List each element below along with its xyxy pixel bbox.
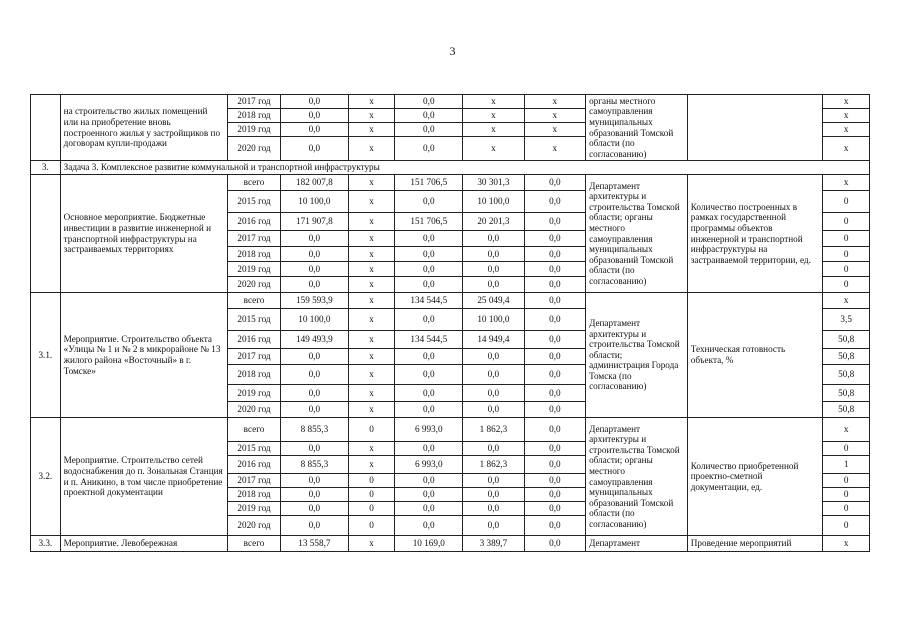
cell-indicator-value: x (823, 109, 870, 123)
cell-v1: 149 493,9 (280, 331, 348, 349)
row-number: 3.3. (31, 536, 61, 552)
cell-v4: 0,0 (463, 474, 524, 488)
cell-indicator-value: x (823, 137, 870, 161)
cell-v5: x (524, 109, 585, 123)
cell-v5: 0,0 (524, 247, 585, 262)
cell-v1: 0,0 (280, 385, 348, 402)
row-number (31, 95, 61, 161)
cell-v1: 0,0 (280, 474, 348, 488)
cell-v4: 14 949,4 (463, 331, 524, 349)
cell-v2: 0 (348, 488, 395, 502)
cell-v4: 30 301,3 (463, 175, 524, 191)
cell-v3: 10 169,0 (395, 536, 463, 552)
cell-v1: 8 855,3 (280, 418, 348, 442)
cell-v3: 0,0 (395, 474, 463, 488)
cell-v2: x (348, 331, 395, 349)
table-row (31, 418, 870, 442)
task-number: 3. (31, 161, 61, 175)
cell-v4: 0,0 (463, 247, 524, 262)
cell-year: всего (228, 293, 281, 309)
cell-v1: 10 100,0 (280, 309, 348, 331)
cell-v4: 1 862,3 (463, 456, 524, 474)
cell-v4: x (463, 95, 524, 109)
cell-v2: x (348, 309, 395, 331)
cell-year: 2016 год (228, 213, 281, 231)
executor: органы местного самоуправления муниципальных образований Томской области (по согласованию) (586, 95, 688, 161)
cell-year: 2018 год (228, 109, 281, 123)
cell-v4: x (463, 137, 524, 161)
cell-indicator-value: 1 (823, 456, 870, 474)
cell-v5: 0,0 (524, 516, 585, 536)
indicator-name: Количество построенных в рамках государственной программы объектов инженерной и транспортной инфраструктуры на застраиваемой территории, ед. (687, 175, 823, 293)
cell-v2: x (348, 175, 395, 191)
cell-v5: 0,0 (524, 175, 585, 191)
cell-v1: 0,0 (280, 349, 348, 365)
cell-year: 2015 год (228, 191, 281, 213)
cell-v1: 0,0 (280, 402, 348, 418)
cell-year: 2018 год (228, 488, 281, 502)
cell-v1: 171 907,8 (280, 213, 348, 231)
cell-v3: 0,0 (395, 262, 463, 277)
cell-year: 2020 год (228, 277, 281, 293)
cell-year: 2016 год (228, 456, 281, 474)
cell-v5: 0,0 (524, 385, 585, 402)
cell-v5: 0,0 (524, 231, 585, 247)
cell-v5: 0,0 (524, 418, 585, 442)
cell-indicator-value: 0 (823, 277, 870, 293)
cell-v4: 20 201,3 (463, 213, 524, 231)
cell-v2: 0 (348, 418, 395, 442)
cell-indicator-value: 50,8 (823, 349, 870, 365)
indicator-name: Количество приобретенной проектно-сметной документации, ед. (687, 418, 823, 536)
cell-indicator-value: 0 (823, 442, 870, 456)
cell-indicator-value: 50,8 (823, 365, 870, 385)
cell-v2: x (348, 277, 395, 293)
cell-v3: 134 544,5 (395, 331, 463, 349)
activity-name: Мероприятие. Строительство сетей водоснабжения до п. Зональная Станция и п. Аникино, в том числе приобретение проектной документации (60, 418, 227, 536)
cell-indicator-value: 0 (823, 502, 870, 516)
cell-year: 2020 год (228, 137, 281, 161)
program-table (30, 94, 870, 552)
cell-v5: 0,0 (524, 213, 585, 231)
cell-v3: 0,0 (395, 488, 463, 502)
cell-year: 2019 год (228, 502, 281, 516)
cell-indicator-value: x (823, 418, 870, 442)
cell-year: 2019 год (228, 385, 281, 402)
cell-v5: x (524, 137, 585, 161)
cell-v4: 0,0 (463, 402, 524, 418)
cell-indicator-value: 0 (823, 488, 870, 502)
indicator-name: Техническая готовность объекта, % (687, 293, 823, 418)
cell-v3: 0,0 (395, 123, 463, 137)
task-row (31, 161, 870, 175)
activity-name: Мероприятие. Строительство объекта «Улицы № 1 и № 2 в микрорайоне № 13 жилого района «Восточный» в г. Томске» (60, 293, 227, 418)
cell-v2: x (348, 349, 395, 365)
cell-indicator-value: 50,8 (823, 402, 870, 418)
cell-v1: 0,0 (280, 231, 348, 247)
cell-v5: 0,0 (524, 474, 585, 488)
cell-v3: 0,0 (395, 95, 463, 109)
cell-v5: 0,0 (524, 442, 585, 456)
cell-v2: x (348, 213, 395, 231)
cell-v5: 0,0 (524, 365, 585, 385)
cell-v2: 0 (348, 474, 395, 488)
cell-v1: 0,0 (280, 365, 348, 385)
cell-v5: x (524, 95, 585, 109)
cell-indicator-value: x (823, 175, 870, 191)
cell-v3: 134 544,5 (395, 293, 463, 309)
cell-v3: 0,0 (395, 231, 463, 247)
indicator-name: Проведение мероприятий (687, 536, 823, 552)
cell-v4: 3 389,7 (463, 536, 524, 552)
cell-v4: 0,0 (463, 442, 524, 456)
cell-year: 2017 год (228, 349, 281, 365)
cell-v2: x (348, 231, 395, 247)
task-title: Задача 3. Комплексное развитие коммунальной и транспортной инфраструктуры (60, 161, 869, 175)
row-number: 3.2. (31, 418, 61, 536)
cell-v1: 0,0 (280, 442, 348, 456)
cell-indicator-value: 0 (823, 262, 870, 277)
cell-v2: x (348, 293, 395, 309)
cell-v4: 0,0 (463, 488, 524, 502)
cell-v3: 0,0 (395, 502, 463, 516)
cell-v5: 0,0 (524, 349, 585, 365)
cell-v3: 0,0 (395, 277, 463, 293)
cell-year: 2017 год (228, 231, 281, 247)
cell-v4: 1 862,3 (463, 418, 524, 442)
cell-v1: 13 558,7 (280, 536, 348, 552)
cell-v5: 0,0 (524, 309, 585, 331)
cell-v3: 0,0 (395, 402, 463, 418)
cell-year: 2020 год (228, 402, 281, 418)
cell-year: 2018 год (228, 247, 281, 262)
cell-v5: 0,0 (524, 488, 585, 502)
table-row (31, 536, 870, 552)
cell-v1: 0,0 (280, 488, 348, 502)
cell-indicator-value: 0 (823, 516, 870, 536)
cell-v4: 0,0 (463, 349, 524, 365)
cell-indicator-value: 50,8 (823, 331, 870, 349)
table-row (31, 175, 870, 191)
cell-v1: 159 593,9 (280, 293, 348, 309)
cell-v3: 0,0 (395, 137, 463, 161)
cell-v2: x (348, 385, 395, 402)
cell-v5: 0,0 (524, 402, 585, 418)
cell-v2: x (348, 402, 395, 418)
table-row (31, 95, 870, 109)
cell-v4: 25 049,4 (463, 293, 524, 309)
cell-v4: 0,0 (463, 231, 524, 247)
cell-year: 2018 год (228, 365, 281, 385)
cell-indicator-value: 0 (823, 213, 870, 231)
cell-v3: 0,0 (395, 109, 463, 123)
cell-year: всего (228, 418, 281, 442)
cell-year: 2016 год (228, 331, 281, 349)
cell-indicator-value: 0 (823, 474, 870, 488)
cell-v3: 0,0 (395, 191, 463, 213)
cell-v1: 0,0 (280, 123, 348, 137)
cell-v5: 0,0 (524, 536, 585, 552)
cell-v4: 0,0 (463, 262, 524, 277)
cell-v3: 0,0 (395, 442, 463, 456)
cell-v3: 151 706,5 (395, 213, 463, 231)
cell-v4: x (463, 109, 524, 123)
cell-year: 2015 год (228, 442, 281, 456)
cell-v5: x (524, 123, 585, 137)
cell-v1: 0,0 (280, 277, 348, 293)
cell-v4: 0,0 (463, 365, 524, 385)
cell-v1: 0,0 (280, 502, 348, 516)
executor: Департамент архитектуры и строительства Томской области; органы местного самоуправления муниципальных образований Томской области (по согласованию) (586, 175, 688, 293)
cell-indicator-value: x (823, 536, 870, 552)
cell-indicator-value: 3,5 (823, 309, 870, 331)
cell-indicator-value: x (823, 95, 870, 109)
cell-v3: 0,0 (395, 309, 463, 331)
cell-indicator-value: 50,8 (823, 385, 870, 402)
cell-v1: 0,0 (280, 137, 348, 161)
cell-v2: x (348, 123, 395, 137)
cell-v1: 0,0 (280, 109, 348, 123)
cell-year: 2019 год (228, 123, 281, 137)
cell-v1: 0,0 (280, 516, 348, 536)
cell-v4: 0,0 (463, 516, 524, 536)
cell-v2: x (348, 536, 395, 552)
activity-name: Мероприятие. Левобережная (60, 536, 227, 552)
cell-v3: 6 993,0 (395, 456, 463, 474)
cell-v4: 10 100,0 (463, 191, 524, 213)
cell-v5: 0,0 (524, 456, 585, 474)
cell-v2: x (348, 262, 395, 277)
cell-v3: 0,0 (395, 385, 463, 402)
cell-v5: 0,0 (524, 293, 585, 309)
activity-name: Основное мероприятие. Бюджетные инвестиции в развитие инженерной и транспортной инфраструктуры на застраиваемых территориях (60, 175, 227, 293)
cell-v2: 0 (348, 502, 395, 516)
cell-v1: 0,0 (280, 247, 348, 262)
cell-year: 2017 год (228, 95, 281, 109)
cell-v4: 10 100,0 (463, 309, 524, 331)
cell-v5: 0,0 (524, 277, 585, 293)
cell-year: 2015 год (228, 309, 281, 331)
cell-v4: x (463, 123, 524, 137)
executor: Департамент (586, 536, 688, 552)
row-number (31, 175, 61, 293)
cell-v2: 0 (348, 516, 395, 536)
cell-v3: 6 993,0 (395, 418, 463, 442)
executor: Департамент архитектуры и строительства Томской области; органы местного самоуправления муниципальных образований Томской области (по согласованию) (586, 418, 688, 536)
cell-v1: 182 007,8 (280, 175, 348, 191)
cell-year: 2020 год (228, 516, 281, 536)
cell-v1: 8 855,3 (280, 456, 348, 474)
cell-v4: 0,0 (463, 385, 524, 402)
cell-v2: x (348, 247, 395, 262)
cell-indicator-value: x (823, 293, 870, 309)
cell-v3: 0,0 (395, 349, 463, 365)
cell-indicator-value: 0 (823, 191, 870, 213)
cell-v5: 0,0 (524, 502, 585, 516)
indicator-name (687, 95, 823, 161)
cell-v2: x (348, 456, 395, 474)
cell-indicator-value: 0 (823, 247, 870, 262)
cell-v5: 0,0 (524, 331, 585, 349)
cell-year: всего (228, 536, 281, 552)
cell-v2: x (348, 109, 395, 123)
cell-year: всего (228, 175, 281, 191)
cell-v2: x (348, 365, 395, 385)
cell-v3: 0,0 (395, 516, 463, 536)
cell-v2: x (348, 95, 395, 109)
cell-v5: 0,0 (524, 262, 585, 277)
cell-v1: 0,0 (280, 262, 348, 277)
cell-year: 2017 год (228, 474, 281, 488)
cell-v5: 0,0 (524, 191, 585, 213)
cell-v2: x (348, 442, 395, 456)
cell-v2: x (348, 137, 395, 161)
cell-year: 2019 год (228, 262, 281, 277)
cell-v4: 0,0 (463, 502, 524, 516)
page-number: 3 (449, 44, 456, 58)
cell-v1: 10 100,0 (280, 191, 348, 213)
cell-indicator-value: x (823, 123, 870, 137)
cell-v1: 0,0 (280, 95, 348, 109)
cell-v4: 0,0 (463, 277, 524, 293)
cell-v3: 0,0 (395, 247, 463, 262)
cell-indicator-value: 0 (823, 231, 870, 247)
cell-v2: x (348, 191, 395, 213)
activity-name: на строительство жилых помещений или на приобретение вновь построенного жилья у застройщиков по договорам купли-продажи (60, 95, 227, 161)
table-row (31, 293, 870, 309)
row-number: 3.1. (31, 293, 61, 418)
cell-v3: 0,0 (395, 365, 463, 385)
cell-v3: 151 706,5 (395, 175, 463, 191)
executor: Департамент архитектуры и строительства Томской области; администрация Города Томска (по согласованию) (586, 293, 688, 418)
